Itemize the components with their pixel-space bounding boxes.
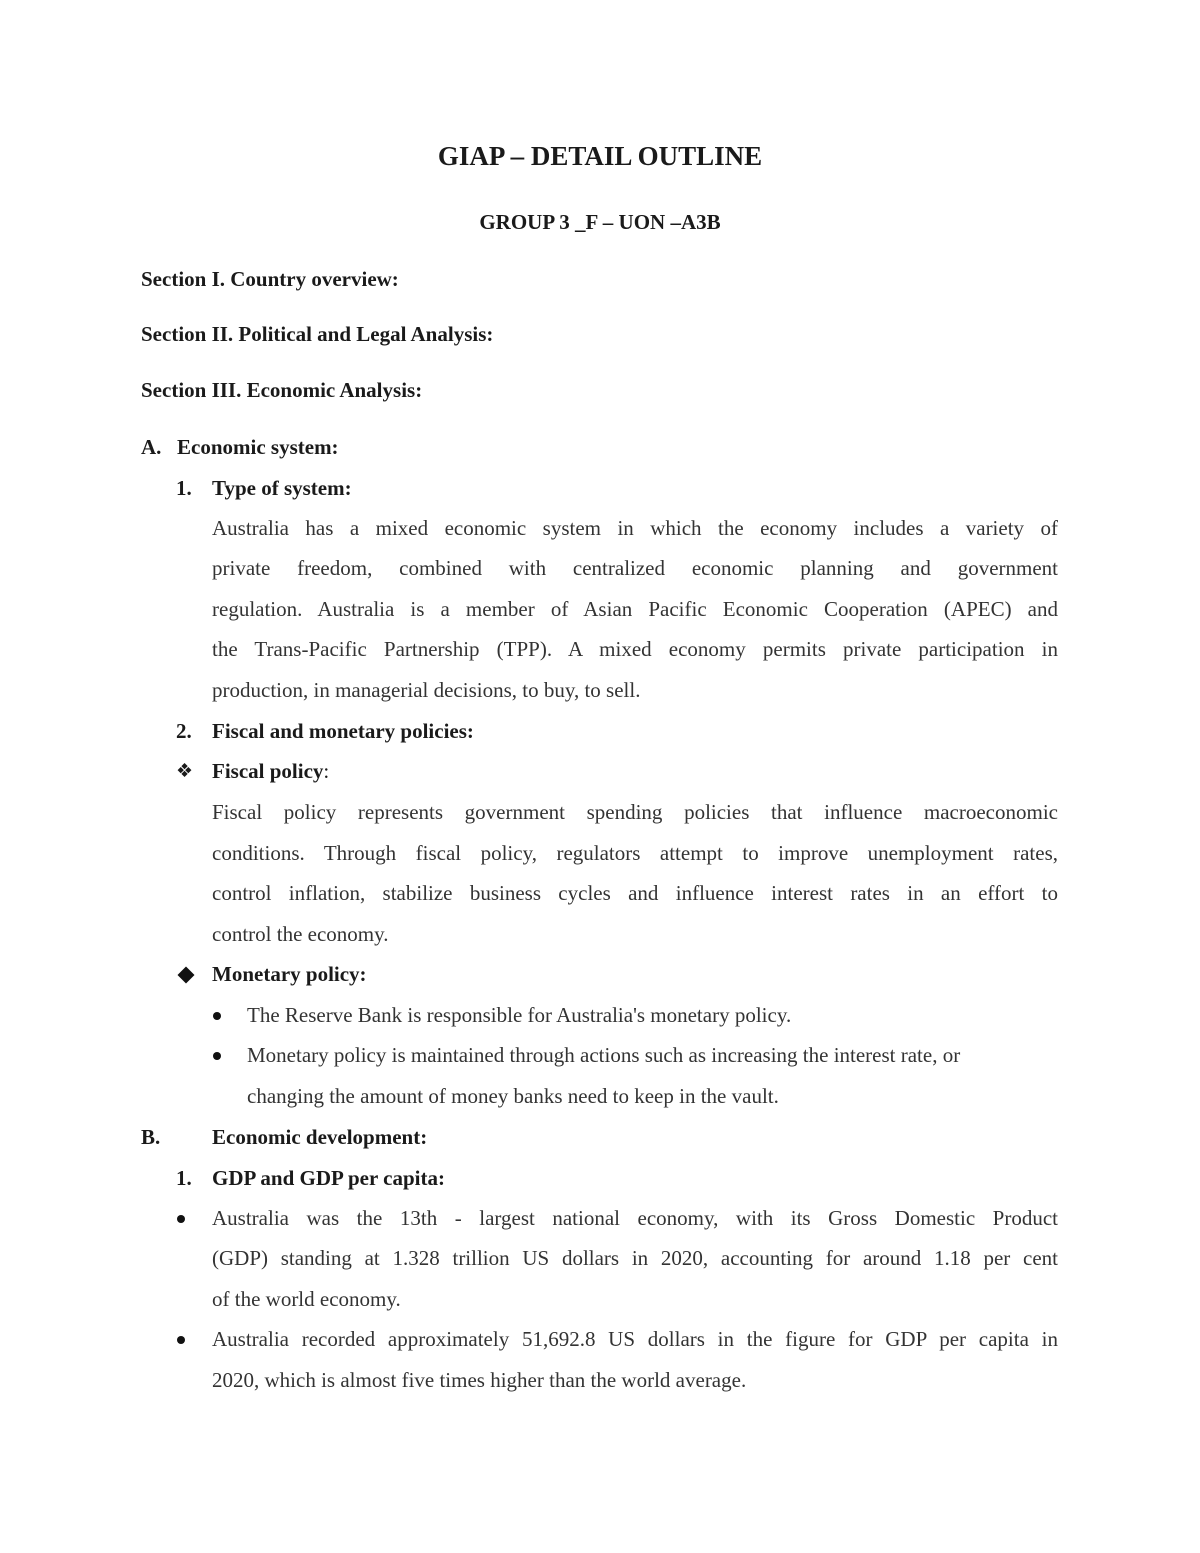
part-b-heading: Economic development: xyxy=(212,1125,428,1149)
item-b1-heading: GDP and GDP per capita: xyxy=(212,1166,445,1190)
type-system-line-3: regulation. Australia is a member of Asian Pacific Economic Cooperation (APEC) and xyxy=(212,597,1058,621)
gdp-bullet-1-line-1: Australia was the 13th - largest national economy, with its Gross Domestic Product xyxy=(212,1206,1058,1230)
type-system-line-5: production, in managerial decisions, to buy, to sell. xyxy=(212,678,641,702)
fiscal-line-1: Fiscal policy represents government spending policies that influence macroeconomic xyxy=(212,800,1058,824)
monetary-policy-heading: Monetary policy: xyxy=(212,962,367,986)
fiscal-line-3: control inflation, stabilize business cycles and influence interest rates in an effort to xyxy=(212,881,1058,905)
section-2-heading: Section II. Political and Legal Analysis: xyxy=(141,322,494,346)
gdp-bullet-2-line-2: 2020, which is almost five times higher than the world average. xyxy=(212,1368,747,1392)
monetary-bullet-2-line-1: Monetary policy is maintained through actions such as increasing the interest rate, or xyxy=(247,1043,961,1067)
part-a-marker: A. xyxy=(141,435,162,459)
gdp-bullet-1-line-2: (GDP) standing at 1.328 trillion US dollars in 2020, accounting for around 1.18 per cent xyxy=(212,1246,1058,1270)
bullet-dot-icon xyxy=(213,1052,221,1060)
section-3-heading: Section III. Economic Analysis: xyxy=(141,378,423,402)
section-1-heading: Section I. Country overview: xyxy=(141,267,399,291)
gdp-bullet-1-line-3: of the world economy. xyxy=(212,1287,401,1311)
item-b1-marker: 1. xyxy=(176,1166,192,1190)
fiscal-policy-colon: : xyxy=(323,759,330,783)
bullet-dot-icon xyxy=(177,1215,185,1223)
monetary-bullet-2-line-2: changing the amount of money banks need to keep in the vault. xyxy=(247,1084,779,1108)
monetary-bullet-1: The Reserve Bank is responsible for Australia's monetary policy. xyxy=(247,1003,792,1027)
type-system-line-1: Australia has a mixed economic system in which the economy includes a variety of xyxy=(212,516,1058,540)
four-diamond-bullet-icon: ❖ xyxy=(176,761,194,782)
fiscal-line-4: control the economy. xyxy=(212,922,389,946)
type-system-line-4: the Trans-Pacific Partnership (TPP). A mixed economy permits private participation in xyxy=(212,637,1058,661)
part-b-marker: B. xyxy=(141,1125,161,1149)
gdp-bullet-2-line-1: Australia recorded approximately 51,692.8 US dollars in the figure for GDP per capita in xyxy=(212,1327,1058,1351)
fiscal-line-2: conditions. Through fiscal policy, regulators attempt to improve unemployment rates, xyxy=(212,841,1058,865)
type-system-line-2: private freedom, combined with centralized economic planning and government xyxy=(212,556,1058,580)
bullet-dot-icon xyxy=(177,1336,185,1344)
document-title: GIAP – DETAIL OUTLINE xyxy=(437,141,763,171)
bullet-dot-icon xyxy=(213,1012,221,1020)
item-a2-marker: 2. xyxy=(176,719,192,743)
solid-diamond-bullet-icon xyxy=(178,967,195,984)
item-a1-heading: Type of system: xyxy=(212,476,352,500)
fiscal-policy-heading-wrap xyxy=(212,759,329,784)
item-a1-marker: 1. xyxy=(176,476,192,500)
part-a-heading: Economic system: xyxy=(177,435,339,459)
document-subtitle: GROUP 3 _F – UON –A3B xyxy=(479,210,721,234)
fiscal-policy-heading: Fiscal policy xyxy=(212,759,324,783)
item-a2-heading: Fiscal and monetary policies: xyxy=(212,719,474,743)
